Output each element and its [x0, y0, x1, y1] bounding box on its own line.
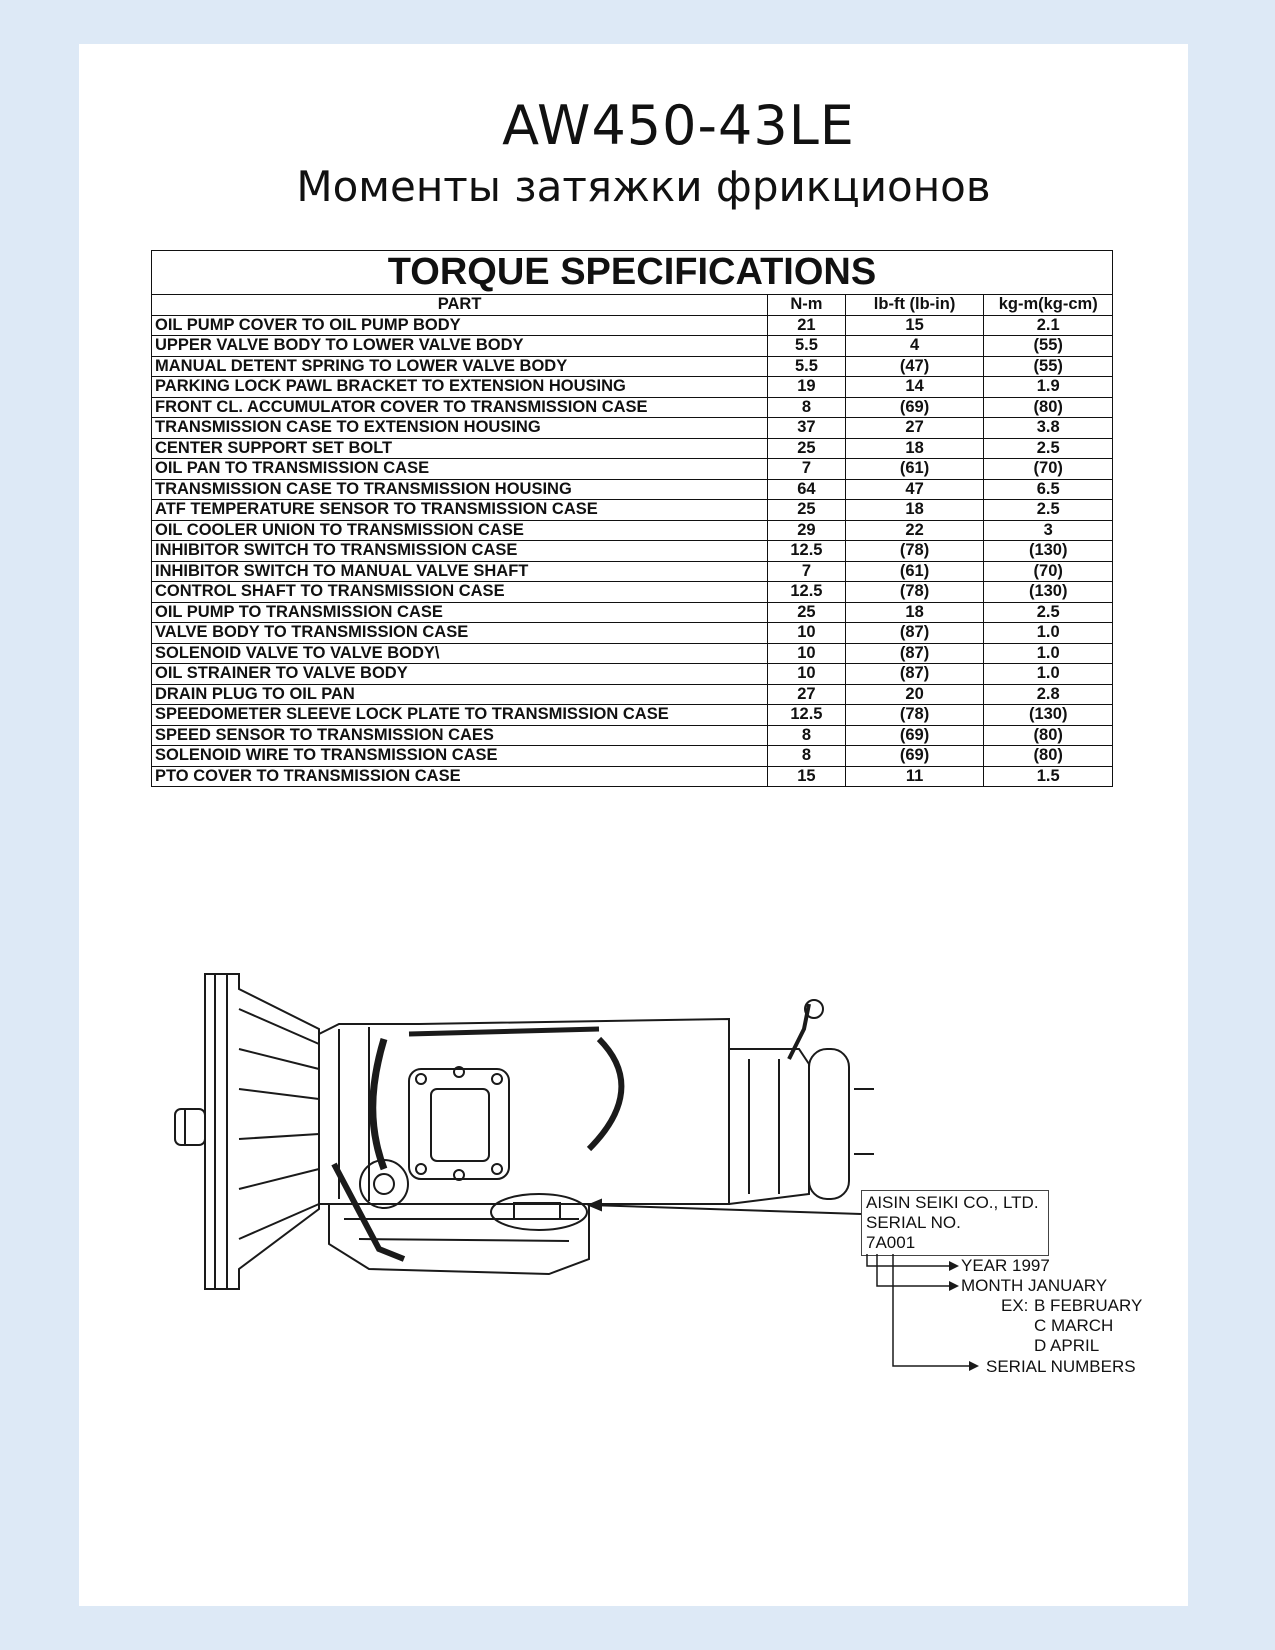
- serial-label: SERIAL NO.: [866, 1213, 961, 1232]
- cell-part: SOLENOID WIRE TO TRANSMISSION CASE: [152, 746, 768, 767]
- table-row: [152, 377, 1113, 398]
- cell-nm: 5.5: [768, 356, 846, 377]
- cell-nm: 7: [768, 459, 846, 480]
- cell-nm: 27: [768, 684, 846, 705]
- cell-nm: 25: [768, 438, 846, 459]
- cell-nm: 21: [768, 315, 846, 336]
- cell-part: INHIBITOR SWITCH TO TRANSMISSION CASE: [152, 541, 768, 562]
- cell-nm: 25: [768, 500, 846, 521]
- cell-part: UPPER VALVE BODY TO LOWER VALVE BODY: [152, 336, 768, 357]
- cell-lbft: 20: [845, 684, 984, 705]
- cell-lbft: (69): [845, 746, 984, 767]
- cell-kgm: 1.0: [984, 643, 1113, 664]
- cell-lbft: 47: [845, 479, 984, 500]
- document-page: [79, 44, 1188, 1606]
- cell-lbft: 11: [845, 766, 984, 787]
- table-row: [152, 746, 1113, 767]
- cell-nm: 29: [768, 520, 846, 541]
- cell-kgm: 2.8: [984, 684, 1113, 705]
- cell-part: VALVE BODY TO TRANSMISSION CASE: [152, 623, 768, 644]
- cell-part: OIL PUMP TO TRANSMISSION CASE: [152, 602, 768, 623]
- cell-kgm: (130): [984, 582, 1113, 603]
- serial-example-prefix: EX:: [1001, 1296, 1029, 1315]
- table-row: [152, 459, 1113, 480]
- cell-lbft: 22: [845, 520, 984, 541]
- cell-part: OIL STRAINER TO VALVE BODY: [152, 664, 768, 685]
- cell-lbft: (78): [845, 541, 984, 562]
- table-body: [152, 315, 1113, 787]
- cell-kgm: (130): [984, 541, 1113, 562]
- cell-part: DRAIN PLUG TO OIL PAN: [152, 684, 768, 705]
- serial-example-d: D APRIL: [1034, 1336, 1100, 1355]
- cell-lbft: 4: [845, 336, 984, 357]
- cell-part: PTO COVER TO TRANSMISSION CASE: [152, 766, 768, 787]
- cell-nm: 64: [768, 479, 846, 500]
- table-row: [152, 623, 1113, 644]
- cell-part: CENTER SUPPORT SET BOLT: [152, 438, 768, 459]
- column-header-nm: N-m: [768, 295, 846, 316]
- page-subtitle: Моменты затяжки фрикционов: [296, 162, 991, 211]
- cell-kgm: 2.5: [984, 602, 1113, 623]
- cell-part: MANUAL DETENT SPRING TO LOWER VALVE BODY: [152, 356, 768, 377]
- table-row: [152, 664, 1113, 685]
- cell-part: SPEED SENSOR TO TRANSMISSION CAES: [152, 725, 768, 746]
- table-row: [152, 356, 1113, 377]
- cell-lbft: 14: [845, 377, 984, 398]
- table-row: [152, 582, 1113, 603]
- cell-lbft: (78): [845, 582, 984, 603]
- cell-nm: 7: [768, 561, 846, 582]
- cell-nm: 19: [768, 377, 846, 398]
- cell-kgm: (130): [984, 705, 1113, 726]
- cell-part: OIL PUMP COVER TO OIL PUMP BODY: [152, 315, 768, 336]
- table-row: [152, 766, 1113, 787]
- cell-nm: 12.5: [768, 705, 846, 726]
- cell-nm: 8: [768, 725, 846, 746]
- table-row: [152, 315, 1113, 336]
- cell-part: FRONT CL. ACCUMULATOR COVER TO TRANSMISSION CASE: [152, 397, 768, 418]
- table-header-row: [152, 295, 1113, 316]
- cell-part: OIL PAN TO TRANSMISSION CASE: [152, 459, 768, 480]
- table-row: [152, 541, 1113, 562]
- cell-lbft: 18: [845, 500, 984, 521]
- table-row: [152, 602, 1113, 623]
- cell-lbft: (87): [845, 664, 984, 685]
- column-header-part: PART: [152, 295, 768, 316]
- cell-kgm: 1.9: [984, 377, 1113, 398]
- cell-nm: 37: [768, 418, 846, 439]
- cell-nm: 12.5: [768, 541, 846, 562]
- cell-kgm: 3.8: [984, 418, 1113, 439]
- cell-nm: 12.5: [768, 582, 846, 603]
- cell-lbft: (69): [845, 725, 984, 746]
- cell-part: PARKING LOCK PAWL BRACKET TO EXTENSION HOUSING: [152, 377, 768, 398]
- table-row: [152, 336, 1113, 357]
- cell-kgm: (80): [984, 746, 1113, 767]
- cell-kgm: (55): [984, 336, 1113, 357]
- cell-kgm: 2.5: [984, 438, 1113, 459]
- table-row: [152, 705, 1113, 726]
- serial-example-b: B FEBRUARY: [1034, 1296, 1143, 1315]
- table-row: [152, 561, 1113, 582]
- cell-part: SOLENOID VALVE TO VALVE BODY\: [152, 643, 768, 664]
- cell-lbft: (87): [845, 643, 984, 664]
- cell-lbft: (47): [845, 356, 984, 377]
- table-row: [152, 418, 1113, 439]
- cell-lbft: 18: [845, 602, 984, 623]
- cell-nm: 10: [768, 643, 846, 664]
- table-row: [152, 500, 1113, 521]
- cell-lbft: (87): [845, 623, 984, 644]
- cell-part: SPEEDOMETER SLEEVE LOCK PLATE TO TRANSMISSION CASE: [152, 705, 768, 726]
- cell-kgm: (70): [984, 561, 1113, 582]
- serial-maker: AISIN SEIKI CO., LTD.: [866, 1193, 1039, 1212]
- column-header-lbft: lb-ft (lb-in): [845, 295, 984, 316]
- table-row: [152, 438, 1113, 459]
- cell-part: TRANSMISSION CASE TO TRANSMISSION HOUSING: [152, 479, 768, 500]
- cell-part: INHIBITOR SWITCH TO MANUAL VALVE SHAFT: [152, 561, 768, 582]
- cell-nm: 25: [768, 602, 846, 623]
- table-row: [152, 520, 1113, 541]
- torque-specifications-table: [151, 250, 1113, 787]
- cell-nm: 8: [768, 746, 846, 767]
- serial-numbers-label: SERIAL NUMBERS: [986, 1357, 1136, 1376]
- cell-nm: 10: [768, 664, 846, 685]
- column-header-kgm: kg-m(kg-cm): [984, 295, 1113, 316]
- cell-kgm: 2.1: [984, 315, 1113, 336]
- cell-lbft: (61): [845, 561, 984, 582]
- cell-nm: 10: [768, 623, 846, 644]
- cell-kgm: (80): [984, 397, 1113, 418]
- table-caption: TORQUE SPECIFICATIONS: [152, 251, 1113, 295]
- cell-lbft: 18: [845, 438, 984, 459]
- serial-plate-box: [861, 1190, 1049, 1256]
- cell-kgm: (70): [984, 459, 1113, 480]
- cell-kgm: (80): [984, 725, 1113, 746]
- cell-lbft: (61): [845, 459, 984, 480]
- cell-kgm: 6.5: [984, 479, 1113, 500]
- serial-year: YEAR 1997: [961, 1256, 1050, 1275]
- serial-example-c: C MARCH: [1034, 1316, 1114, 1335]
- cell-part: TRANSMISSION CASE TO EXTENSION HOUSING: [152, 418, 768, 439]
- table-row: [152, 643, 1113, 664]
- cell-kgm: 2.5: [984, 500, 1113, 521]
- cell-part: OIL COOLER UNION TO TRANSMISSION CASE: [152, 520, 768, 541]
- cell-lbft: (78): [845, 705, 984, 726]
- cell-lbft: 27: [845, 418, 984, 439]
- cell-nm: 8: [768, 397, 846, 418]
- page-title: AW450-43LE: [502, 94, 855, 157]
- cell-nm: 5.5: [768, 336, 846, 357]
- cell-nm: 15: [768, 766, 846, 787]
- cell-lbft: (69): [845, 397, 984, 418]
- serial-month: MONTH JANUARY: [961, 1276, 1108, 1295]
- cell-kgm: 1.0: [984, 664, 1113, 685]
- cell-kgm: 1.5: [984, 766, 1113, 787]
- serial-value: 7A001: [866, 1233, 916, 1252]
- cell-kgm: (55): [984, 356, 1113, 377]
- cell-part: ATF TEMPERATURE SENSOR TO TRANSMISSION CASE: [152, 500, 768, 521]
- cell-lbft: 15: [845, 315, 984, 336]
- cell-kgm: 3: [984, 520, 1113, 541]
- cell-part: CONTROL SHAFT TO TRANSMISSION CASE: [152, 582, 768, 603]
- table-row: [152, 725, 1113, 746]
- table-row: [152, 684, 1113, 705]
- cell-kgm: 1.0: [984, 623, 1113, 644]
- table-row: [152, 397, 1113, 418]
- table-row: [152, 479, 1113, 500]
